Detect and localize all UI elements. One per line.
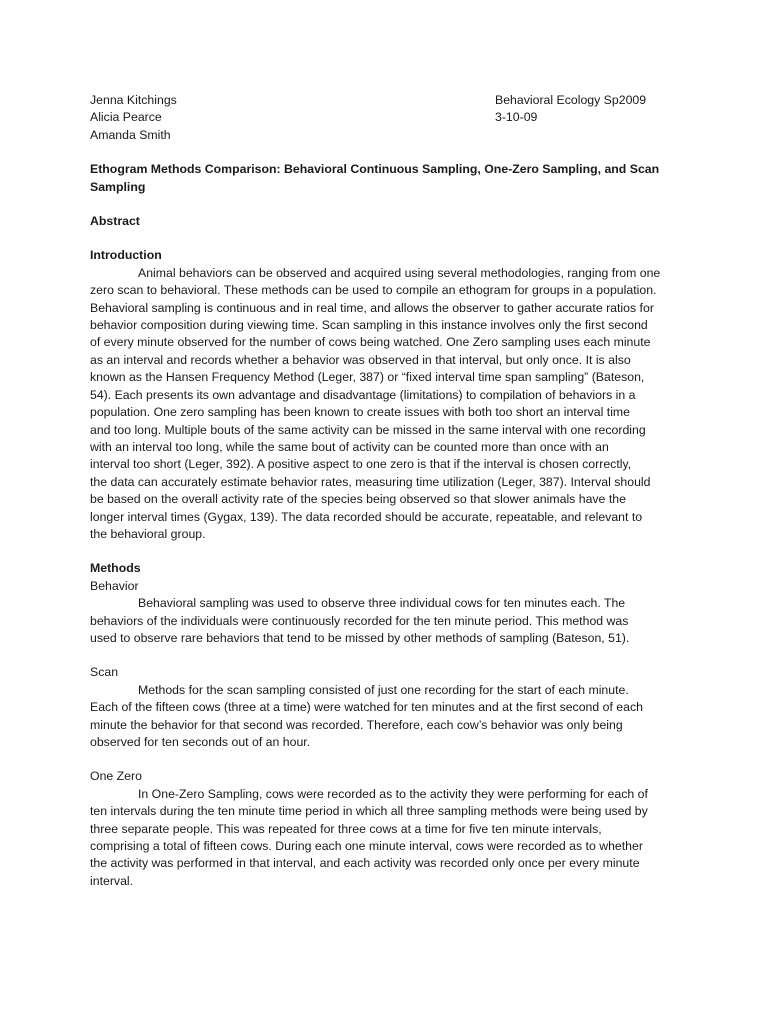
course-name: Behavioral Ecology Sp2009 <box>495 93 647 107</box>
author-name: Alicia Pearce <box>90 110 162 125</box>
author-name: Jenna Kitchings <box>90 93 177 107</box>
introduction-paragraph: Animal behaviors can be observed and acquired using several methodologies, ranging from one zero scan to behavioral. These methods can be used to compile an ethogram for groups in a population. Behavioral sampling is continuous and in real time, and allows the observer to gather accurate ratios for behavior composition during viewing time. Scan sampling in this instance involves only the first second of every minute observed for the number of cows being watched. One Zero sampling uses each minute as an interval and records whether a behavior was observed in that interval, but only once. It is also known as the Hansen Frequency Method (Leger, 387) or “fixed interval time span sampling” (Bateson, 54). Each presents its own advantage and disadvantage (limitations) to compilation of behaviors in a population. One zero sampling has been known to create issues with both too short an interval time and too long. Multiple bouts of the same activity can be missed in the same interval with one recording with an interval too long, while the same bout of activity can be counted more than once with an interval too short (Leger, 392). A positive aspect to one zero is that if the interval is chosen correctly, the data can accurately estimate behavior rates, measuring time utilization (Leger, 387). Interval should be based on the overall activity rate of the species being observed so that slower animals have the longer interval times (Gygax, 139). The data recorded should be accurate, repeatable, and relevant to the behavioral group. <box>90 265 661 541</box>
document-header <box>90 92 680 144</box>
one-zero-subheading: One Zero <box>90 769 142 784</box>
one-zero-paragraph: In One-Zero Sampling, cows were recorded as to the activity they were performing for each of ten intervals during the ten minute time period in which all three sampling methods were being used by three separate people. This was repeated for three cows at a time for five ten minute intervals, comprising a total of fifteen cows. During each one minute interval, cows were recorded as to whether the activity was performed in that interval, and each activity was recorded only once per every minute interval. <box>90 786 648 888</box>
document-page <box>90 92 680 890</box>
behavior-paragraph: Behavioral sampling was used to observe three individual cows for ten minutes each. The behaviors of the individuals were continuously recorded for the ten minute period. This method was used to observe rare behaviors that tend to be missed by other methods of sampling (Bateson, 51). <box>90 596 630 645</box>
behavior-subheading: Behavior <box>90 578 139 593</box>
document-date: 3-10-09 <box>495 110 538 125</box>
author-list <box>90 92 495 144</box>
course-info <box>495 92 680 144</box>
scan-subheading: Scan <box>90 665 119 680</box>
methods-heading: Methods <box>90 561 141 576</box>
document-title: Ethogram Methods Comparison: Behavioral Continuous Sampling, One-Zero Sampling, and Scan Sampling <box>90 162 660 194</box>
introduction-heading: Introduction <box>90 248 162 263</box>
scan-paragraph: Methods for the scan sampling consisted of just one recording for the start of each minute. Each of the fifteen cows (three at a time) were watched for ten minutes and at the first second of each minute the behavior for that second was recorded. Therefore, each cow’s behavior was only being observed for ten seconds out of an hour. <box>90 682 643 749</box>
abstract-heading: Abstract <box>90 214 140 229</box>
author-name: Amanda Smith <box>90 127 171 142</box>
